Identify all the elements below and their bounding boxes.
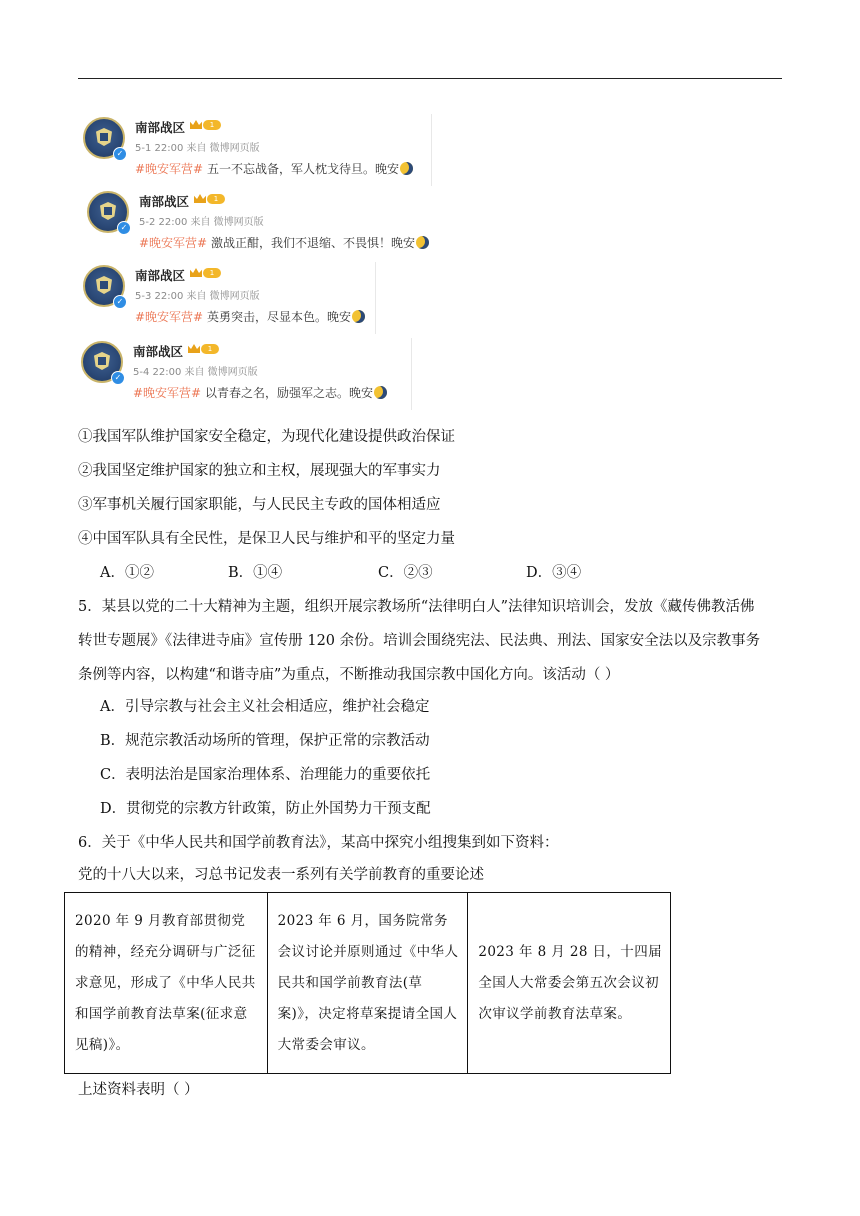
- table-cell: 2020 年 9 月教育部贯彻党的精神，经充分调研与广泛征求意见，形成了《中华人民共和国学前教育法草案(征求意见稿)》。: [65, 893, 268, 1074]
- post-body: 英勇突击，尽显本色。晚安: [203, 310, 351, 324]
- materials-table: [64, 892, 671, 1074]
- table-row: [65, 893, 671, 1074]
- header-rule: [78, 78, 782, 79]
- post-meta: 5-4 22:00 来自 微博网页版: [133, 367, 258, 378]
- moon-icon: [374, 386, 387, 399]
- account-name: 南部战区: [139, 194, 190, 209]
- crown-icon: [190, 268, 202, 277]
- q5-stem-line-1: 5．某县以党的二十大精神为主题，组织开展宗教场所“法律明白人”法律知识培训会，发放《藏传佛教活佛: [78, 599, 755, 615]
- verified-icon: ✓: [117, 221, 131, 235]
- post-text: [135, 160, 413, 177]
- divider: [375, 262, 376, 334]
- post-body: 激战正酣，我们不退缩、不畏惧！晚安: [207, 236, 415, 250]
- option-d[interactable]: D．③④: [526, 565, 582, 581]
- post-body: 五一不忘战备，军人枕戈待旦。晚安: [203, 162, 399, 176]
- weibo-post: [84, 188, 450, 260]
- q6-stem: 6．关于《中华人民共和国学前教育法》，某高中探究小组搜集到如下资料：: [78, 835, 559, 851]
- weibo-post: [80, 114, 432, 186]
- account-name: 南部战区: [133, 344, 184, 359]
- post-text: [135, 308, 365, 325]
- level-badge: 1: [203, 120, 221, 130]
- post-text: [133, 384, 387, 401]
- divider: [411, 338, 412, 410]
- q5-stem-line-2: 转世专题展》《法律进寺庙》宣传册 120 余份。培训会围绕宪法、民法典、刑法、国家安全法以及宗教事务: [78, 633, 761, 649]
- verified-icon: ✓: [113, 295, 127, 309]
- level-badge: 1: [201, 344, 219, 354]
- verified-icon: ✓: [111, 371, 125, 385]
- post-text: [139, 234, 429, 251]
- moon-icon: [352, 310, 365, 323]
- weibo-post: [80, 262, 376, 334]
- table-cell: 2023 年 8 月 28 日，十四届全国人大常委会第五次会议初次审议学前教育法草案。: [468, 893, 671, 1074]
- post-body: 以青春之名，励强军之志。晚安: [201, 386, 373, 400]
- emblem-icon: [96, 276, 112, 294]
- hashtag: #晚安军营#: [135, 162, 204, 176]
- post-meta: 5-1 22:00 来自 微博网页版: [135, 143, 260, 154]
- level-badge: 1: [203, 268, 221, 278]
- crown-icon: [194, 194, 206, 203]
- option-a[interactable]: A．①②: [100, 565, 154, 581]
- table-cell: 2023 年 6 月，国务院常务会议讨论并原则通过《中华人民共和国学前教育法(草案)》，决定将草案提请全国人大常委会审议。: [267, 893, 468, 1074]
- moon-icon: [416, 236, 429, 249]
- post-meta: 5-2 22:00 来自 微博网页版: [139, 217, 264, 228]
- account-name: 南部战区: [135, 120, 186, 135]
- divider: [431, 114, 432, 186]
- moon-icon: [400, 162, 413, 175]
- option-b[interactable]: B．①④: [228, 565, 283, 581]
- hashtag: #晚安军营#: [135, 310, 204, 324]
- post-meta: 5-3 22:00 来自 微博网页版: [135, 291, 260, 302]
- crown-icon: [188, 344, 200, 353]
- weibo-post: [78, 338, 412, 410]
- account-name: 南部战区: [135, 268, 186, 283]
- q5-option-b[interactable]: B．规范宗教活动场所的管理，保护正常的宗教活动: [100, 733, 430, 749]
- hashtag: #晚安军营#: [139, 236, 208, 250]
- q5-option-a[interactable]: A．引导宗教与社会主义社会相适应，维护社会稳定: [100, 699, 430, 715]
- statement-1: ①我国军队维护国家安全稳定，为现代化建设提供政治保证: [78, 429, 455, 445]
- verified-icon: ✓: [113, 147, 127, 161]
- hashtag: #晚安军营#: [133, 386, 202, 400]
- statement-2: ②我国坚定维护国家的独立和主权，展现强大的军事实力: [78, 463, 441, 479]
- emblem-icon: [94, 352, 110, 370]
- emblem-icon: [100, 202, 116, 220]
- level-badge: 1: [207, 194, 225, 204]
- q6-intro: 党的十八大以来，习总书记发表一系列有关学前教育的重要论述: [78, 867, 484, 883]
- option-c[interactable]: C．②③: [378, 565, 433, 581]
- q5-option-d[interactable]: D．贯彻党的宗教方针政策，防止外国势力干预支配: [100, 801, 431, 817]
- q6-conclusion: 上述资料表明（ ）: [78, 1082, 199, 1098]
- statement-4: ④中国军队具有全民性，是保卫人民与维护和平的坚定力量: [78, 531, 455, 547]
- crown-icon: [190, 120, 202, 129]
- q5-option-c[interactable]: C．表明法治是国家治理体系、治理能力的重要依托: [100, 767, 431, 783]
- q5-stem-line-3: 条例等内容，以构建“和谐寺庙”为重点，不断推动我国宗教中国化方向。该活动（ ）: [78, 667, 620, 683]
- emblem-icon: [96, 128, 112, 146]
- statement-3: ③军事机关履行国家职能，与人民民主专政的国体相适应: [78, 497, 441, 513]
